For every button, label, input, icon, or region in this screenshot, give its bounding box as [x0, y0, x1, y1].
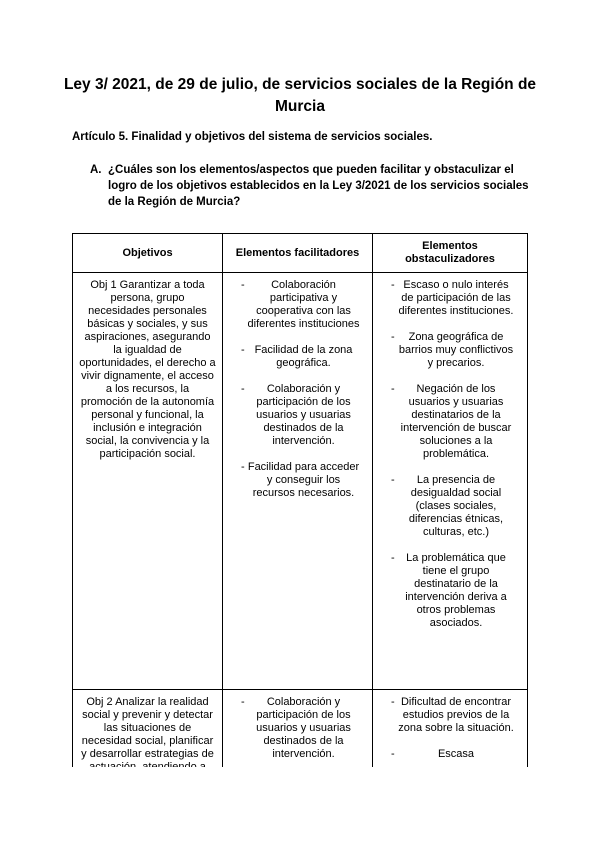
list-item: - Zona geográfica de barrios muy conflictivos y precarios. — [391, 331, 514, 369]
list-item: - Dificultad de encontrar estudios previos de la zona sobre la situación. — [391, 696, 514, 734]
list-item: - Escasa — [391, 748, 475, 760]
list-item: - Escaso o nulo interés de participación de las diferentes instituciones. — [391, 279, 514, 317]
list-item: - Colaboración participativa y cooperativa con las diferentes instituciones — [241, 279, 360, 330]
list-item: - Colaboración y participación de los usuarios y usuarias destinados de la intervención. — [241, 696, 351, 760]
article-heading: Artículo 5. Finalidad y objetivos del sistema de servicios sociales. — [72, 131, 433, 143]
header-objetivos: Objetivos — [73, 234, 223, 273]
list-item: - Facilidad de la zona geográfica. — [241, 344, 353, 369]
objetivo-cell: Obj 2 Analizar la realidad social y prevenir y detectar las situaciones de necesidad social, planificar y desarrollar estrategias de — [73, 690, 223, 781]
facilitadores-cell — [223, 273, 373, 690]
objectives-table — [72, 233, 528, 781]
table-row — [73, 273, 528, 690]
question-text: ¿Cuáles son los elementos/aspectos que pueden facilitar y obstaculizar el logro de los objetivos establecidos en la Ley 3/2021 de los servicios sociales de la Región de Murcia? — [108, 164, 529, 208]
page-bottom-margin — [0, 767, 600, 848]
question-letter: A. — [90, 164, 102, 176]
document-title: Ley 3/ 2021, de 29 de julio, de servicios sociales de la Región de Murcia — [63, 76, 537, 115]
header-obstaculizadores: Elementos obstaculizadores — [373, 234, 528, 273]
header-facilitadores: Elementos facilitadores — [223, 234, 373, 273]
list-item: - Colaboración y participación de los usuarios y usuarias destinados de la intervención. — [241, 383, 351, 447]
list-item: - Negación de los usuarios y usuarias destinatarios de la intervención de buscar soluciones a la problemática. — [391, 383, 512, 460]
objetivo-cell: Obj 1 Garantizar a toda persona, grupo necesidades personales básicas y sociales, y sus aspiraciones, asegurando la igualdad de oportunidades, el derecho a vivir dignamente, el acceso a los recursos, la promoción de la autonomía personal y funcional, la inclusión e integración social, la convivencia y la participación social. — [73, 273, 223, 690]
list-item: - La problemática que tiene el grupo destinatario de la intervención deriva a otros problemas asociados. — [391, 552, 507, 629]
list-item: - Facilidad para acceder y conseguir los recursos necesarios. — [241, 461, 360, 499]
table-header-row — [73, 234, 528, 273]
question-a — [90, 162, 530, 210]
list-item: - La presencia de desigualdad social (clases sociales, diferencias étnicas, culturas, etc.) — [391, 474, 504, 538]
obstaculizadores-cell — [373, 273, 528, 690]
